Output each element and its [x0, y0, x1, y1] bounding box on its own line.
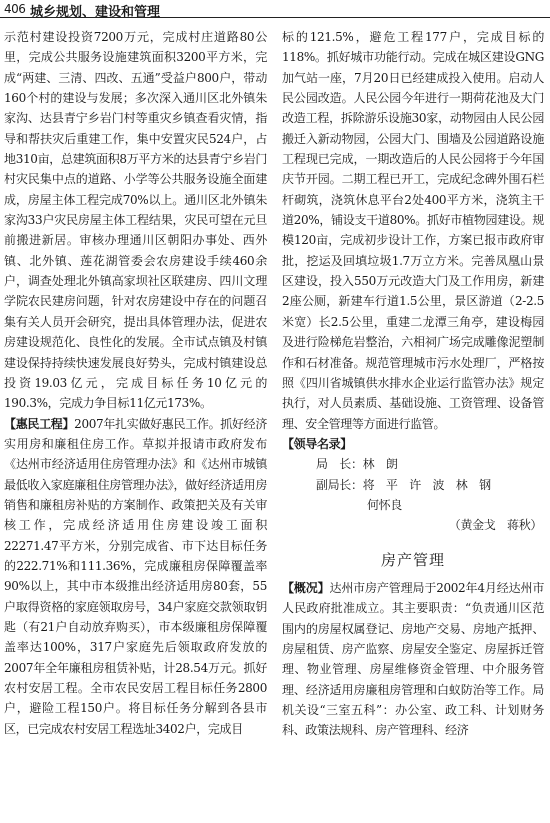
leader-row-director — [316, 454, 544, 474]
leaders-list — [282, 454, 544, 515]
section-tag-leaders: 【领导名录】 — [282, 436, 352, 451]
author-signature: （黄金戈 蒋秋） — [448, 518, 542, 533]
leader-role: 副局长： — [316, 477, 363, 492]
running-header — [0, 0, 550, 20]
leader-role: 局 长： — [316, 457, 363, 472]
paragraph-overview — [282, 578, 544, 741]
header-rule — [0, 17, 550, 18]
section-tag-welfare: 【惠民工程】 — [4, 416, 75, 431]
leader-row-deputy-continued: 何怀良 — [367, 497, 402, 512]
paragraph-rural-construction: 示范村建设投资7200万元，完成村庄道路80公里，完成公共服务设施建筑面积3200平方米，完成“两建、三清、四改、五通”受益户800户，带动160个村的建设与发展；多次深入通川区北外镇朱家沟、达县青宁乡岩门村等重灾乡镇查看灾情，指导和帮扶灾后重建工作，集中安置灾民524户，占地310亩，总建筑面积8万平方米的达县青宁乡岩门村灾民集中点的道路、小学等公共服务设施全面建成，房屋主体工程完成70%以上。通川区北外镇朱家沟33户灾民房屋主体工程结果，灾民可望在元旦前搬进新居。审核办理通川区朝阳办事处、西外镇、北外镇、莲花湖管委会农房建设手续460余户，调查处理北外镇高家坝社区联建房、四川文理学院农民建房问题，针对农房建设中存在的问题召集有关人员开会研究，提出具体管理办法，促进农房建设规范化、良性化的发展。全市试点镇及村镇建设保持持续快速发展良好势头，完成村镇建设总投资19.03亿元，完成目标任务10亿元的190.3%，完成力争目标11亿元173%。 — [4, 30, 267, 411]
right-column — [282, 27, 544, 741]
left-column — [4, 27, 267, 739]
welfare-text: 2007年扎实做好惠民工作。抓好经济实用房和廉租住房工作。草拟并报请市政府发布《达州市经济适用住房管理办法》和《达州市城镇最低收入家庭廉租住房管理办法》，做好经济适用房销售和廉租房补贴的方案制作、政策把关及有关审核工作，完成经济适用住房建设竣工面积22271.47平方米，分别完成省、市下达目标任务的222.71%和111.36%，完成廉租房保障覆盖率90%以上，其中市本级推出经济适用房80套，55户取得资格的家庭领取房号，34户家庭交款领取钥匙（有21户自动放弃购买），市本级廉租房保障覆盖率达100%，317户家庭先后领取政府发放的2007年全年廉租房租赁补贴，计28.54万元。抓好农村安居工程。全市农民安居工程目标任务2800户，避险工程150户。将目标任务分解到各县市区，已完成农村安居工程选址3402户，完成目 — [4, 416, 267, 736]
running-title: 城乡规划、建设和管理 — [30, 5, 161, 20]
leader-names: 将 平 许 波 林 钢 — [362, 477, 491, 492]
page-number: 406 — [4, 2, 26, 16]
leader-names: 林 朗 — [362, 457, 398, 472]
paragraph-welfare-projects — [4, 414, 267, 740]
section-heading-housing: 房产管理 — [380, 550, 445, 569]
section-tag-overview: 【概况】 — [282, 580, 330, 595]
paragraph-city-functions: 标的121.5%，避危工程177户，完成目标的118%。抓好城市功能行动。完成在城区建设GNG加气站一座，7月20日已经建成投入使用。启动人民公园改造。人民公园今年进行一期荷花池及大门改造工程，拆除游乐设施30家，动物园由人民公园搬迁入新动物园，公园大门、围墙及公园道路设施工程现已完成，一期改造后的人民公园将于今年国庆节开园。二期工程已开工，完成纪念碑外围石栏杆砌筑，浇筑休息平台2处400平方米，浇筑主干道20%，铺设支干道80%。抓好市植物园建设。规模120亩，完成初步设计工作，方案已报市政府审批，挖运及回填垃圾1.7万立方米。完善凤凰山景区建设，投入550万元改造大门及工作用房，新建2座公厕，新建车行道1.5公里，景区游道（2-2.5米宽）长2.5公里，重建二龙潭三角亭，建设梅园及进行险梯危岩整治，六相祠广场完成雕像泥塑制作和石材准备。规范管理城市污水处理厂，严格按照《四川省城镇供水排水企业运行监管办法》规定执行，对人员素质、基础设施、工资管理、设备管理、安全管理等方面进行监管。 — [282, 30, 544, 431]
leader-row-deputy — [316, 475, 544, 495]
overview-text: 达州市房产管理局于2002年4月经达州市人民政府批准成立。其主要职责：“负责通川区范围内的房屋权属登记、房地产交易、房地产抵押、房屋租赁、房产监察、房屋安全鉴定、房屋拆迁管理、物业管理、房屋维修资金管理、中介服务管理、经济适用房廉租房管理和白蚁防治等工作。局机关设“三室五科”：办公室、政工科、计划财务科、政策法规科、房产管理科、经济 — [282, 580, 544, 738]
